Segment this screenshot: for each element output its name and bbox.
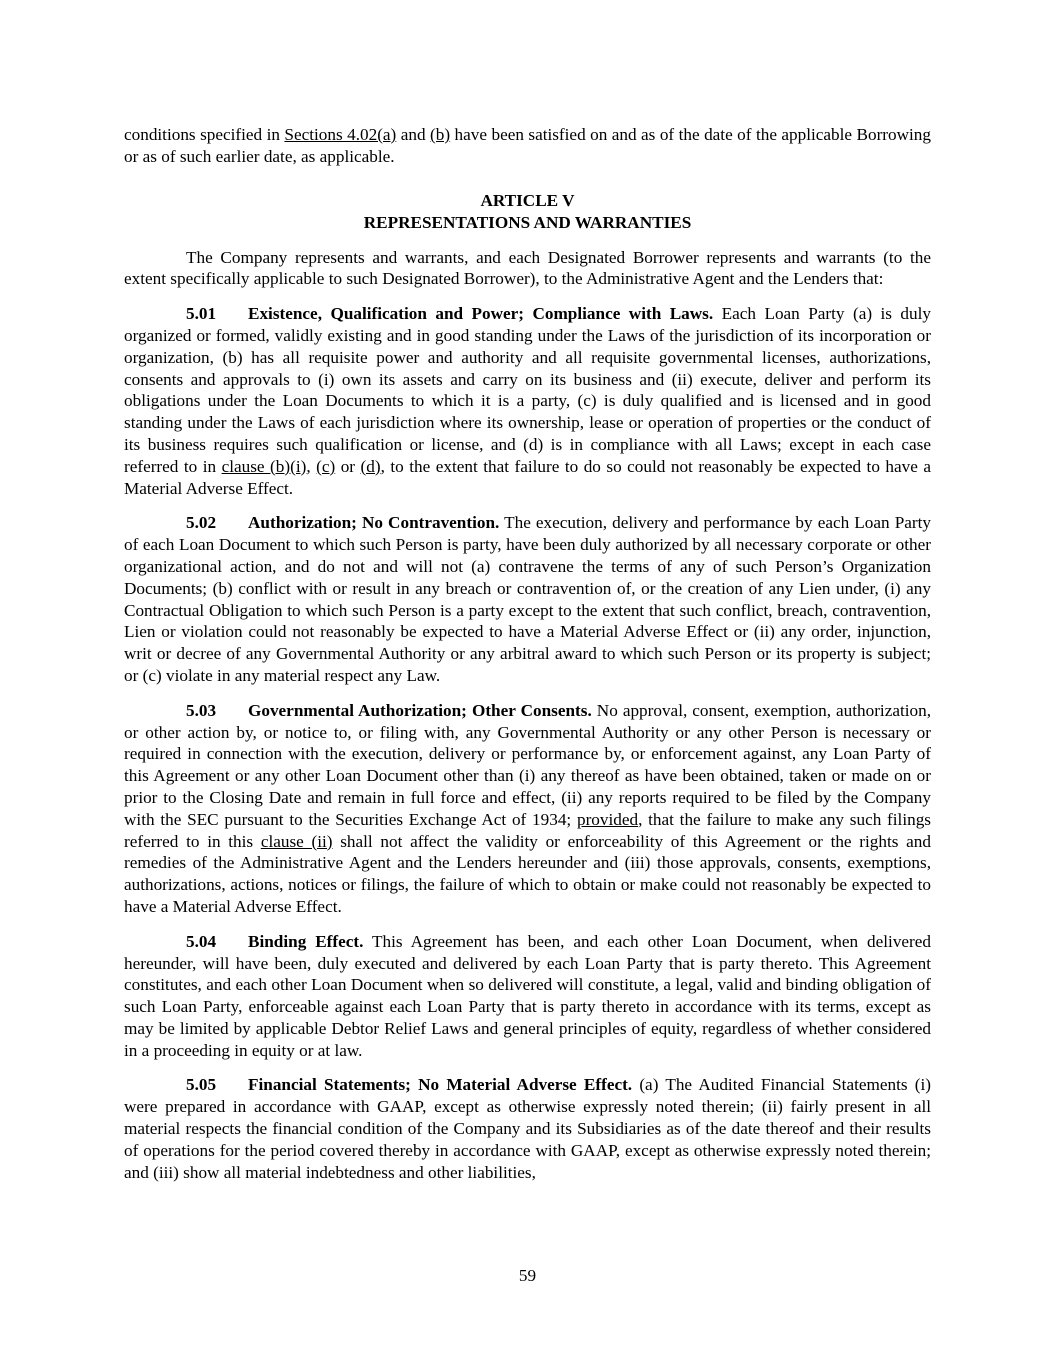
document-page	[124, 124, 931, 1196]
section-5-03: 5.03 Governmental Authorization; Other Consents. No approval, consent, exemption, authorization, or other action by, or notice to, or filing with, any Governmental Authority or any other Person is necessary or required in connection with the execution, delivery or performance by, or enforcement against, any Loan Party of this Agreement or any other Loan Document other than (i) any thereof as have been obtained, taken or made on or prior to the Closing Date and remain in full force and effect, (ii) any reports required to be filed by the Company with the SEC pursuant to the Securities Exchange Act of 1934; provided, that the failure to make any such filings referred to in this clause (ii) shall not affect the validity or enforceability of this Agreement or the rights and remedies of the Administrative Agent and the Lenders hereunder and (iii) those approvals, consents, exemptions, authorizations, actions, notices or filings, the failure of which to obtain or make could not reasonably be expected to have a Material Adverse Effect.	[124, 700, 932, 916]
article-number: ARTICLE V	[480, 190, 575, 210]
continued-paragraph: conditions specified in Sections 4.02(a) and (b) have been satisfied on and as of the date of the applicable Borrowing or as of such earlier date, as applicable.	[124, 125, 931, 166]
page-number: 59	[518, 1266, 537, 1285]
section-title: Governmental Authorization; Other Consents.	[248, 700, 592, 720]
article-intro: The Company represents and warrants, and each Designated Borrower represents and warrants (to the extent specifically applicable to such Designated Borrower), to the Administrative Agent and the Lenders that:	[124, 247, 931, 289]
section-reference: (b)	[430, 125, 451, 144]
section-title: Existence, Qualification and Power; Compliance with Laws.	[248, 304, 714, 324]
clause-reference: clause (b)(i)	[221, 456, 307, 476]
section-5-05: 5.05 Financial Statements; No Material Adverse Effect. (a) The Audited Financial Statements (i) were prepared in accordance with GAAP, except as otherwise expressly noted therein; (ii) fairly present in all material respects the financial condition of the Company and its Subsidiaries as of the date thereof and their results of operations for the period covered thereby in accordance with GAAP, except as otherwise expressly noted therein; and (iii) show all material indebtedness and other liabilities,	[124, 1075, 931, 1182]
section-number: 5.05	[186, 1075, 217, 1095]
section-reference: Sections 4.02(a)	[284, 125, 397, 144]
clause-reference: (d)	[360, 456, 381, 476]
section-5-04: 5.04 Binding Effect. This Agreement has been, and each other Loan Document, when delivered hereunder, will have been, duly executed and delivered by each Loan Party that is party thereto. This Agreement constitutes, and each other Loan Document when so delivered will constitute, a legal, valid and binding obligation of such Loan Party, enforceable against each Loan Party that is party thereto in accordance with its terms, except as may be limited by applicable Debtor Relief Laws and general principles of equity, regardless of whether considered in a proceeding in equity or at law.	[124, 931, 931, 1060]
section-5-01: 5.01 Existence, Qualification and Power; Compliance with Laws. Each Loan Party (a) is duly organized or formed, validly existing and in good standing under the Laws of the jurisdiction of its incorporation or organization, (b) has all requisite power and authority and all requisite governmental licenses, authorizations, consents and approvals to (i) own its assets and carry on its business and (ii) execute, deliver and perform its obligations under the Loan Documents to which it is a party, (c) is duly qualified and is licensed and in good standing under the Laws of each jurisdiction where its ownership, lease or operation of properties or the conduct of its business requires such qualification or license, and (d) is in compliance with all Laws; except in each case referred to in clause (b)(i), (c) or (d), to the extent that failure to do so could not reasonably be expected to have a Material Adverse Effect.	[124, 304, 931, 498]
article-heading	[124, 190, 931, 234]
section-title: Binding Effect.	[248, 931, 364, 951]
proviso-term: provided	[576, 809, 639, 829]
clause-reference: clause (ii)	[260, 831, 333, 851]
section-number: 5.03	[186, 700, 217, 720]
section-number: 5.02	[186, 513, 217, 533]
section-5-02: 5.02 Authorization; No Contravention. The execution, delivery and performance by each Loan Party of each Loan Document to which such Person is party, have been duly authorized by all necessary corporate or other organizational action, and do not and will not (a) contravene the terms of any of such Person’s Organization Documents; (b) conflict with or result in any breach or contravention of, or the creation of any Lien under, (i) any Contractual Obligation to which such Person is a party except to the extent that such conflict, breach, contravention, Lien or violation could not reasonably be expected to have a Material Adverse Effect or (ii) any order, injunction, writ or decree of any Governmental Authority or any arbitral award to which such Person or its property is subject; or (c) violate in any material respect any Law.	[124, 513, 931, 685]
section-number: 5.01	[186, 304, 217, 324]
section-number: 5.04	[186, 931, 217, 951]
section-title: Authorization; No Contravention.	[248, 513, 500, 533]
article-title: REPRESENTATIONS AND WARRANTIES	[363, 212, 692, 232]
section-title: Financial Statements; No Material Adverse Effect.	[248, 1075, 633, 1095]
clause-reference: (c)	[316, 456, 336, 476]
